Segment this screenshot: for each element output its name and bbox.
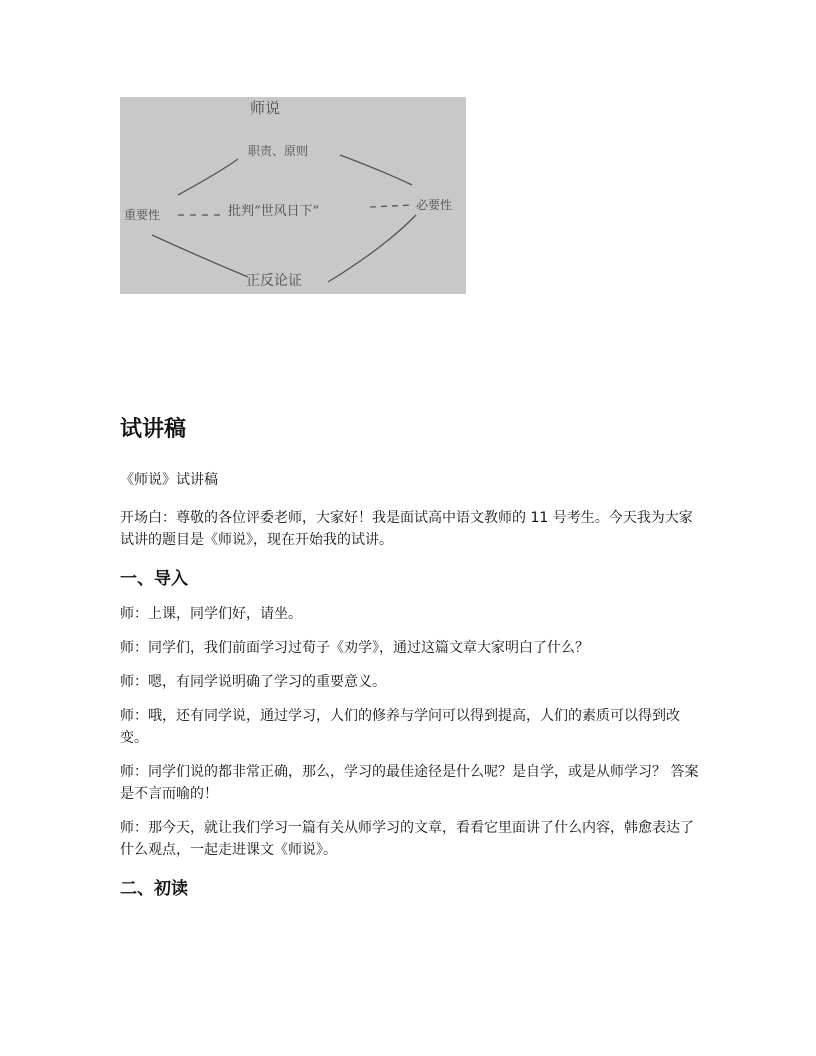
blackboard-sketch-photo (120, 97, 466, 294)
sketch-diagram (120, 97, 466, 294)
page-heading: 试讲稿 (120, 417, 187, 442)
section-heading-first-reading: 二、初读 (120, 879, 188, 899)
sketch-upper-label: 职责、原则 (248, 144, 309, 158)
sketch-right-label: 必要性 (416, 198, 453, 212)
paragraph: 师：嗯，有同学说明确了学习的重要意义。 (120, 674, 386, 690)
paragraph: 师：那今天，就让我们学习一篇有关从师学习的文章，看看它里面讲了什么内容，韩愈表达了什么观点，一起走进课文《师说》。 (120, 820, 694, 858)
sketch-center-label: 批判“世风日下” (228, 204, 320, 219)
section-heading-intro: 一、导入 (120, 569, 188, 589)
paragraph: 师：同学们，我们前面学习过荀子《劝学》，通过这篇文章大家明白了什么？ (120, 640, 589, 656)
sketch-top-label: 师说 (250, 99, 281, 117)
document-title: 《师说》试讲稿 (120, 472, 218, 488)
sketch-left-label: 重要性 (124, 208, 161, 222)
paragraph: 师：同学们说的都非常正确，那么，学习的最佳途径是什么呢？是自学，或是从师学习？ 答案是不言而喻的！ (120, 764, 699, 802)
paragraph: 师：上课，同学们好，请坐。 (120, 606, 302, 622)
sketch-bottom-label: 正反论证 (246, 273, 302, 289)
paragraph: 师：哦，还有同学说，通过学习，人们的修养与学问可以得到提高，人们的素质可以得到改变。 (120, 708, 680, 746)
opening-paragraph: 开场白：尊敬的各位评委老师，大家好！我是面试高中语文教师的 11 号考生。今天我为大家试讲的题目是《师说》，现在开始我的试讲。 (120, 510, 693, 548)
document-body (120, 414, 700, 911)
